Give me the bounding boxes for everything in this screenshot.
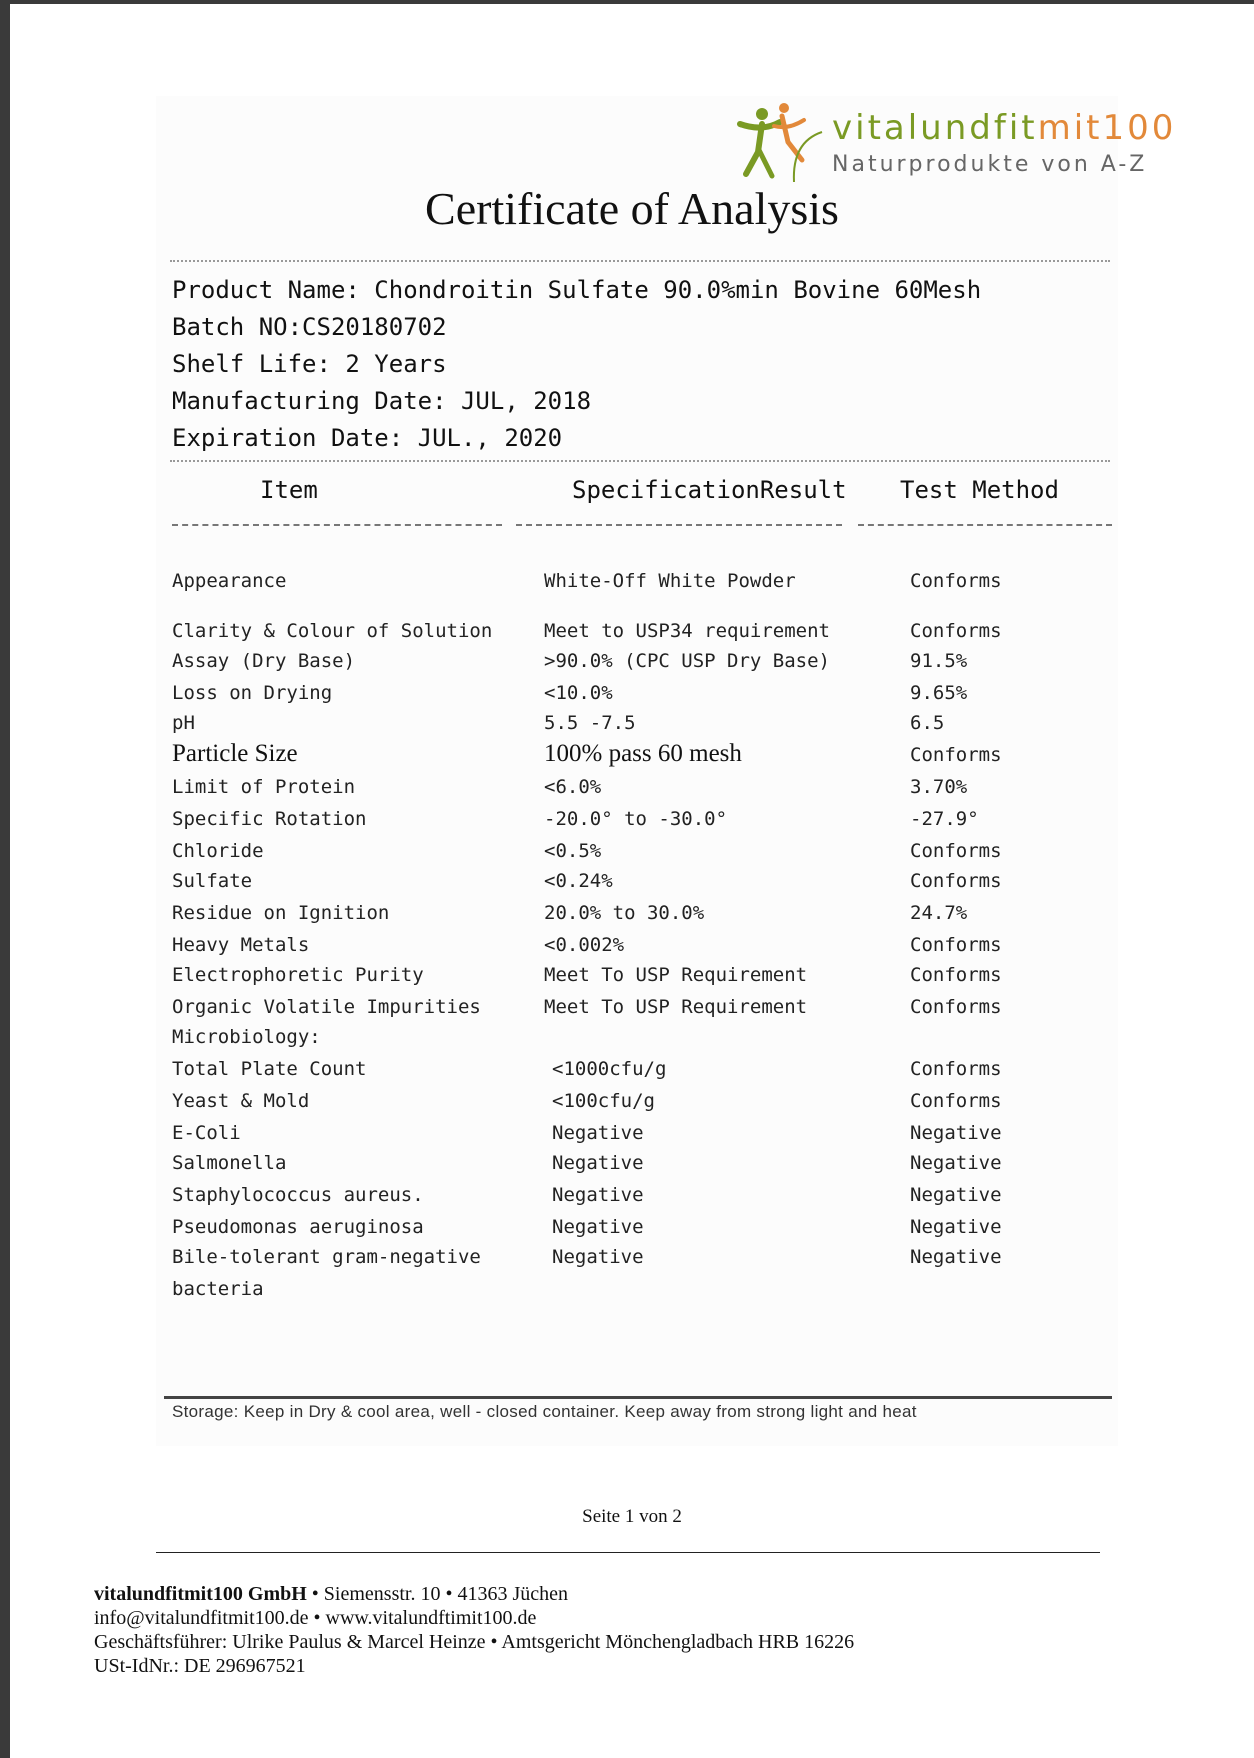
row-item: Particle Size xyxy=(172,740,298,767)
row-item: Yeast & Mold xyxy=(172,1090,310,1112)
row-item: Staphylococcus aureus. xyxy=(172,1184,424,1206)
row-result: 24.7% xyxy=(910,902,968,924)
manufacturing-date-line: Manufacturing Date: JUL, 2018 xyxy=(172,387,592,415)
row-item: Sulfate xyxy=(172,870,253,892)
row-result: -27.9° xyxy=(910,808,979,830)
expiration-date-line: Expiration Date: JUL., 2020 xyxy=(172,424,563,452)
row-specification: Meet To USP Requirement xyxy=(544,964,808,986)
footer-address-line xyxy=(94,1582,854,1606)
row-item: Pseudomonas aeruginosa xyxy=(172,1216,424,1238)
row-result: Negative xyxy=(910,1152,1002,1174)
footer-address: • Siemensstr. 10 • 41363 Jüchen xyxy=(306,1583,569,1605)
row-item: Appearance xyxy=(172,570,287,592)
row-item: Bile-tolerant gram-negative xyxy=(172,1246,481,1268)
row-result: Conforms xyxy=(910,870,1002,892)
row-result: Negative xyxy=(910,1246,1002,1268)
row-item: Residue on Ignition xyxy=(172,902,390,924)
row-item: Loss on Drying xyxy=(172,682,333,704)
row-specification: <100cfu/g xyxy=(552,1090,655,1112)
row-item: bacteria xyxy=(172,1278,264,1300)
row-specification: Negative xyxy=(552,1246,644,1268)
batch-line: Batch NO:CS20180702 xyxy=(172,313,447,341)
logo-brand-main: vitalundfit xyxy=(832,108,1038,148)
row-specification: <6.0% xyxy=(544,776,602,798)
row-specification: <0.5% xyxy=(544,840,602,862)
row-result: Conforms xyxy=(910,1058,1002,1080)
footer-contact: info@vitalundfitmit100.de • www.vitalundftimit100.de xyxy=(94,1607,537,1629)
row-item: pH xyxy=(172,712,195,734)
row-specification: 5.5 -7.5 xyxy=(544,712,636,734)
row-result: Negative xyxy=(910,1122,1002,1144)
row-specification: Negative xyxy=(552,1216,644,1238)
row-specification: >90.0% (CPC USP Dry Base) xyxy=(544,650,830,672)
header-test-method: Test Method xyxy=(900,476,1059,504)
header-item: Item xyxy=(260,476,318,504)
row-result: Conforms xyxy=(910,744,1002,766)
row-item: Chloride xyxy=(172,840,264,862)
row-item: Electrophoretic Purity xyxy=(172,964,424,986)
row-result: Conforms xyxy=(910,964,1002,986)
footer-divider xyxy=(156,1552,1100,1553)
row-result: Negative xyxy=(910,1216,1002,1238)
row-specification: -20.0° to -30.0° xyxy=(544,808,728,830)
row-result: Conforms xyxy=(910,840,1002,862)
logo-brand-accent: mit100 xyxy=(1037,108,1177,148)
analysis-table xyxy=(10,4,1254,1758)
row-item: Clarity & Colour of Solution xyxy=(172,620,493,642)
row-result: Conforms xyxy=(910,996,1002,1018)
row-specification: 20.0% to 30.0% xyxy=(544,902,705,924)
footer-vat: USt-IdNr.: DE 296967521 xyxy=(94,1655,306,1677)
row-item: Specific Rotation xyxy=(172,808,367,830)
row-item: Total Plate Count xyxy=(172,1058,367,1080)
row-specification: <1000cfu/g xyxy=(552,1058,667,1080)
row-item: Limit of Protein xyxy=(172,776,356,798)
row-specification: Negative xyxy=(552,1184,644,1206)
row-result: Conforms xyxy=(910,934,1002,956)
row-result: Negative xyxy=(910,1184,1002,1206)
header-specification: SpecificationResult xyxy=(572,476,847,504)
document-page xyxy=(10,4,1254,1758)
row-specification: 100% pass 60 mesh xyxy=(544,740,742,767)
logo-tagline: Naturprodukte von A-Z xyxy=(832,152,1148,177)
row-item: Assay (Dry Base) xyxy=(172,650,356,672)
footer-company: vitalundfitmit100 GmbH xyxy=(94,1583,307,1605)
page-number: Seite 1 von 2 xyxy=(582,1506,682,1527)
row-specification: Negative xyxy=(552,1152,644,1174)
row-item: Organic Volatile Impurities xyxy=(172,996,481,1018)
row-specification: White-Off White Powder xyxy=(544,570,796,592)
row-specification: <0.24% xyxy=(544,870,613,892)
row-specification: Meet To USP Requirement xyxy=(544,996,808,1018)
row-item: Salmonella xyxy=(172,1152,287,1174)
footer-management: Geschäftsführer: Ulrike Paulus & Marcel Heinze • Amtsgericht Mönchengladbach HRB 16226 xyxy=(94,1631,855,1653)
row-specification: Negative xyxy=(552,1122,644,1144)
row-result: Conforms xyxy=(910,620,1002,642)
certificate-title: Certificate of Analysis xyxy=(425,183,839,234)
row-result: Conforms xyxy=(910,1090,1002,1112)
shelf-life-line: Shelf Life: 2 Years xyxy=(172,350,447,378)
row-item: Heavy Metals xyxy=(172,934,310,956)
row-result: 9.65% xyxy=(910,682,968,704)
row-result: Conforms xyxy=(910,570,1002,592)
row-result: 6.5 xyxy=(910,712,945,734)
company-footer xyxy=(94,1582,854,1678)
row-item: Microbiology: xyxy=(172,1026,321,1048)
row-specification: <10.0% xyxy=(544,682,613,704)
row-specification: <0.002% xyxy=(544,934,625,956)
product-name-line: Product Name: Chondroitin Sulfate 90.0%min Bovine 60Mesh xyxy=(172,276,982,304)
row-specification: Meet to USP34 requirement xyxy=(544,620,830,642)
row-result: 91.5% xyxy=(910,650,968,672)
row-result: 3.70% xyxy=(910,776,968,798)
storage-note: Storage: Keep in Dry & cool area, well - closed container. Keep away from strong light and heat xyxy=(172,1402,917,1421)
storage-divider xyxy=(164,1396,1112,1399)
row-item: E-Coli xyxy=(172,1122,241,1144)
